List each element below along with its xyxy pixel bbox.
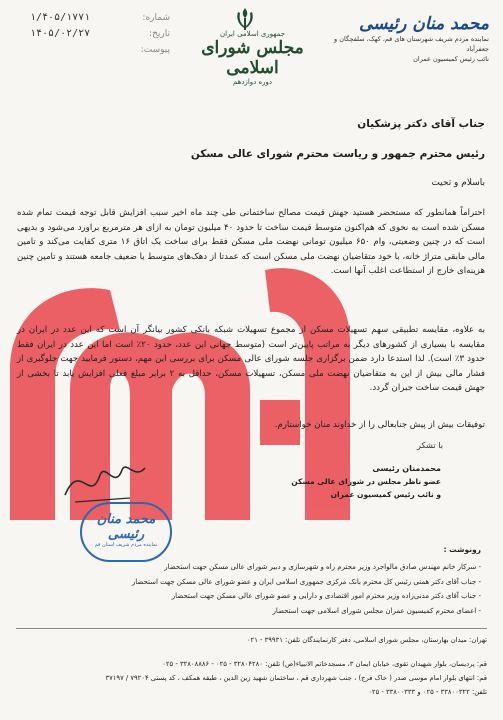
subject: رئیس محترم جمهور و ریاست محترم شورای عالی مسکن [190,148,485,160]
attachment-label: پیوست: [140,45,170,55]
footer-divider [16,628,487,629]
footer-phone: تلفن: ۳۳۸۰۰۳۲۲ - ۰۲۵ و ۳۳۸۰۰۳۳۳ - ۰۲۵ [368,688,487,696]
stamp-name: محمد منان رئیسی [96,512,156,542]
signer-role-2: و نائب رئیس کمیسیون عمران [330,490,441,499]
paragraph-1: احتراماً همانطور که مستحضر هستید جهش قیمت مصالح ساختمانی طی چند ماه اخیر سبب افزایش قابل توجه قیمت تمام شده مسکن شده است به نحوی که هم‌اکنون متوسط قیمت ساخت تا حدود ۴۰ میلیون تومان به ازای هر مترمربع براورد می‌شود و بدیهی است که در چنین وضعیتی، وام ۶۵۰ میلیون تومانی نهضت ملی مسکن فقط برای ساخت یک اتاق ۱۶ متری کفایت می‌کند و تامین مالی مابقی متراژ خانه، با خود متقاضیان نهضت ملی مسکن است که عمدتا از دهک‌های متوسط یا ضعیف جامعه هستند و تامین چنین هزینه‌ای خارج از استطاعت اغلب آنها است. [17,208,485,276]
sender-line-1: نماینده مردم شریف شهرستان های قم، کهک، سلفچگان و جعفرآباد [333,35,489,53]
footer-qom-address-1: قم: پردیسان، بلوار شهیدان تقوی، خیابان ایمان ۳، مسجدخاتم الانبیاء(ص) تلفن: ۳۲۸۰۴۲۸۰ - ۰۲۵ - ۳۲۸۰۸۸۸۶ - ۰۲۵ [162,660,487,668]
parliament-term: دوره دوازدهم [232,78,273,86]
number-label: شماره: [142,13,170,23]
paragraph-3: توفیقات بیش از پیش جنابعالی را از خداوند منان خواستارم. [274,420,485,430]
sender-line-2: نائب رئیس کمیسیون عمران [413,55,489,63]
paragraph-2: به علاوه، مقایسه تطبیقی سهم تسهیلات مسکن از مجموع تسهیلات شبکه بانکی کشور بیانگر آن است که این عدد در ایران در مقایسه با بسیاری از کشورهای دیگر به مراتب پایین‌تر است (متوسط جهانی این عدد، حدود ۲۰٪ است اما این عدد در ایران فقط حدود ۳٪ است). لذا استدعا دارد ضمن برگزاری جلسه شورای عالی مسکن برای بررسی این مهم، دستور فرمایید جهت جلوگیری از فشار مالی بیش از این به متقاضیان نهضت ملی مسکن، تسهیلات مسکن، حداقل به ۲ برابر مبلغ فعلی افزایش یابد تا بخشی از جهش قیمت ساخت جبران گردد. [17,325,485,393]
footer-qom-address-2: قم: انتهای بلوار امام موسی صدر ( خاک فرج) ، جنب شهرداری قم ، ساختمان شهید زین الدین ، طبقه همکف ، کد پستی ۷۹۲۰۴ / ۳۷۱۹۷ [105,674,487,682]
sender-block [319,14,489,64]
handwritten-signature [60,450,150,510]
signer-role-1: عضو ناظر مجلس در شورای عالی مسکن [291,477,441,486]
sender-name: محمد منان رئیسی [359,14,489,34]
footer-tehran-address: تهران: میدان بهارستان، مجلس شورای اسلامی، دفتر کارنمایندگان تلفن: ۳۹۹۳۱ - ۰۲۱ [246,636,487,644]
letter-date: ۱۴۰۵/۰۲/۲۷ [30,28,91,39]
stamp-text: نماینده مردم شریف استان قم [94,542,158,548]
parliament-title [195,30,310,86]
watermark-logo [0,250,360,560]
closing: با تشکر [417,440,443,450]
date-label: تاریخ: [149,29,170,39]
letter-number: ۱/۴۰۵/۱۷۷۱ [30,12,91,23]
signer-block [221,462,441,501]
cc-title: رونوشت : [443,545,481,554]
parliament-name: مجلس شورای اسلامی [201,38,304,78]
letter-meta [30,10,170,58]
cc-list [41,560,481,618]
cc-item: - جناب آقای دکتر همتی رئیس کل محترم بانک مرکزی جمهوری اسلامی ایران و عضو شورای عالی مسکن جهت استحضار [41,575,481,590]
cc-item: - اعضای محترم کمیسیون عمران مجلس شورای اسلامی جهت استحضار [41,604,481,619]
official-stamp [80,502,172,562]
greeting: باسلام و تحیت [431,178,485,188]
country-name: جمهوری اسلامی ایران [220,30,285,38]
iran-emblem-icon [232,6,258,32]
signer-name: محمدمنان رئیسی [372,464,441,473]
cc-item: - جناب آقای دکتر مدنی‌زاده وزیر محترم امور اقتصادی و دارایی و عضو شورای عالی مسکن جهت استحضار [41,589,481,604]
recipient: جناب آقای دکتر پزشکیان [357,118,485,130]
cc-item: - سرکار خانم مهندس صادق مالواجرد وزیر محترم راه و شهرسازی و دبیر شورای عالی مسکن جهت استحضار [41,560,481,575]
